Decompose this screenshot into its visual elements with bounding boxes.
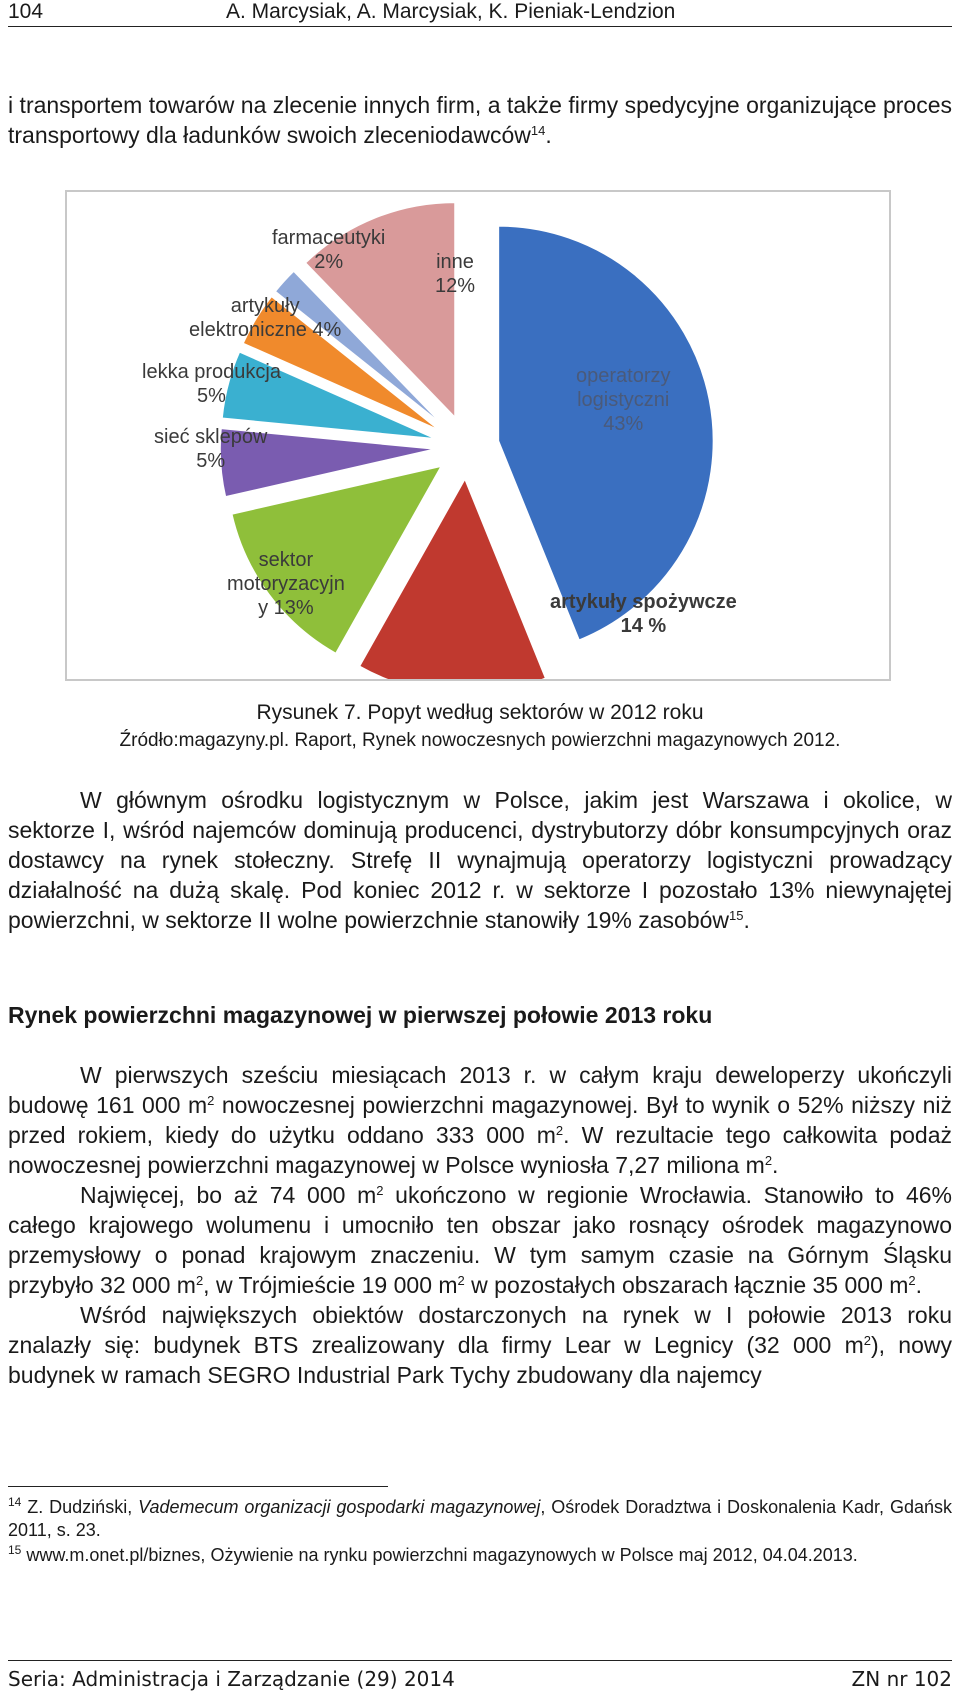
body-paragraphs	[8, 1060, 952, 1390]
label-lekka-produkcja: lekka produkcja 5%	[142, 361, 281, 407]
section-heading: Rynek powierzchni magazynowej w pierwszej połowie 2013 roku	[8, 1002, 713, 1028]
paragraph-largest-objects: Wśród największych obiektów dostarczonych na rynek w I połowie 2013 roku znalazły się: budynek BTS zrealizowany dla firmy Lear w Legnicy (32 000 $m^2$), nowy budynek w ramach SEGRO Industrial Park Tychy zbudowany dla najemcy	[8, 1302, 952, 1388]
page-footer	[8, 1660, 952, 1693]
footnote-ref-14: 14	[530, 123, 546, 138]
label-elektroniczne: artykuły elektroniczne 4%	[189, 295, 342, 341]
footnotes	[8, 1496, 952, 1569]
label-spozywcze: artykuły spożywcze 14 %	[550, 591, 737, 637]
paragraph-h1-2013: W pierwszych sześciu miesiącach 2013 r. w całym kraju deweloperzy ukończyli budowę 161 000 $m^2$ nowoczesnej powierzchni magazynowej. Był to wynik o 52% niższy niż przed rokiem, kiedy do użytku oddano 333 000 $m^2$. W rezultacie tego całkowita podaż nowoczesnej powierzchni magazynowej w Polsce wyniosła 7,27 miliona $m^2$.	[8, 1062, 952, 1178]
label-farmaceutyki: farmaceutyki 2%	[272, 227, 386, 273]
footer-issue: ZN nr 102	[851, 1667, 952, 1691]
paragraph-wroclaw: Najwięcej, bo aż 74 000 $m^2$ ukończono w regionie Wrocławia. Stanowiło to 46% całego krajowego wolumenu i umocniło ten obszar jako rosnący ośrodek magazynowo przemysłowy o ponad krajowym znaczeniu. W tym samym czasie na Górnym Śląsku przybyło 32 000 $m^2$, w Trójmieście 19 000 $m^2$ w pozostałych obszarach łącznie 35 000 $m^2$.	[8, 1182, 952, 1298]
page-number: 104	[8, 0, 44, 23]
label-operatorzy: operatorzy logistyczni 43%	[576, 365, 671, 435]
para1-end: .	[743, 907, 750, 933]
figure-source: Źródło:magazyny.pl. Raport, Rynek nowoczesnych powierzchni magazynowych 2012.	[119, 730, 841, 751]
footnote-15: $^{15}$ www.m.onet.pl/biznes, Ożywienie na rynku powierzchni magazynowych w Polsce maj 2012, 04.04.2013.	[8, 1543, 858, 1565]
footnote-ref-15: 15	[729, 908, 744, 923]
intro-text: i transportem towarów na zlecenie innych firm, a także firmy spedycyjne organizujące proces transportowy dla ładunków swoich zleceniodawców	[8, 92, 952, 148]
running-header	[8, 0, 952, 27]
header-authors: A. Marcysiak, A. Marcysiak, K. Pieniak-Lendzion	[226, 0, 676, 23]
intro-end: .	[545, 122, 552, 148]
footnote-divider	[8, 1486, 388, 1487]
pie-chart-figure	[65, 190, 891, 681]
paragraph-warszawa	[8, 785, 952, 935]
label-siec-sklepow: sieć sklepów 5%	[154, 426, 268, 472]
para1-text: W głównym ośrodku logistycznym w Polsce, jakim jest Warszawa i okolice, w sektorze I, wśród najemców dominują producenci, dystrybutorzy dóbr konsumpcyjnych oraz dostawcy na rynek stołeczny. Strefę II wynajmują operatorzy logistyczni prowadzący działalność na dużą skalę. Pod koniec 2012 r. w sektorze I pozostało 13% niewynajętej powierzchni, w sektorze II wolne powierzchnie stanowiły 19% zasobów	[8, 787, 952, 933]
figure-caption: Rysunek 7. Popyt według sektorów w 2012 roku	[256, 701, 704, 724]
label-motoryzacyjny: sektor motoryzacyjn y 13%	[227, 549, 345, 619]
intro-paragraph	[8, 90, 952, 150]
footnote-14: $^{14}$ Z. Dudziński, Vademecum organizacji gospodarki magazynowej, Ośrodek Doradztwa i Doskonalenia Kadr, Gdańsk 2011, s. 23.	[8, 1495, 953, 1540]
footer-series: Seria: Administracja i Zarządzanie (29) 2014	[8, 1667, 455, 1691]
label-inne: inne 12%	[435, 251, 476, 297]
